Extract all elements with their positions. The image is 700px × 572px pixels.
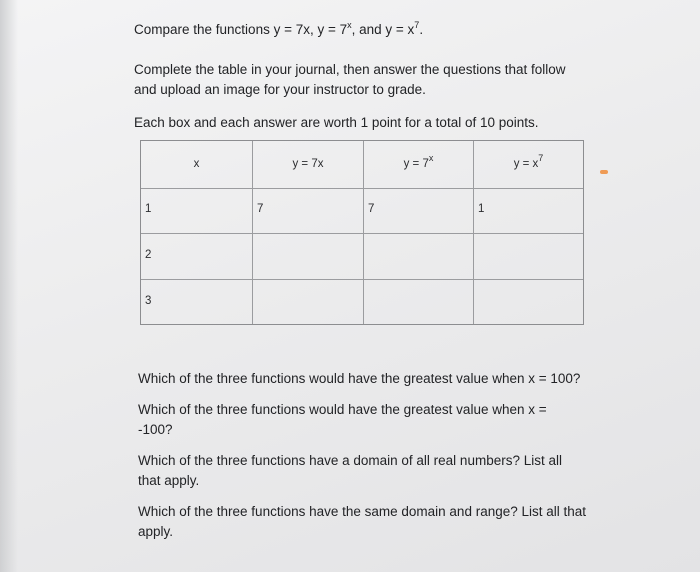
question-4: Which of the three functions have the same domain and range? List all that apply. (138, 504, 587, 539)
question-1: Which of the three functions would have the greatest value when x = 100? (138, 371, 581, 386)
cell-exponential[interactable] (364, 280, 474, 324)
cell-linear[interactable] (253, 234, 364, 279)
question-3: Which of the three functions have a domain of all real numbers? List all that apply. (138, 453, 562, 488)
photo-glare (600, 170, 608, 174)
question-2: Which of the three functions would have the greatest value when x = -100? (138, 402, 547, 437)
cell-power[interactable] (474, 234, 583, 279)
header-power: $y = x^7$ (513, 153, 544, 170)
cell-power[interactable]: 1 (478, 203, 485, 215)
cell-x[interactable]: 2 (141, 234, 253, 279)
cell-x[interactable]: 1 (141, 188, 253, 233)
instructions-paragraph (134, 60, 566, 100)
table-row (141, 280, 583, 324)
page-edge-shadow (0, 0, 18, 572)
cell-exponential[interactable]: 7 (364, 188, 474, 233)
table-row (141, 234, 583, 280)
function-table (140, 140, 584, 325)
cell-x[interactable]: 3 (141, 280, 253, 324)
header-x: x (141, 141, 253, 188)
intro-prompt: Compare the functions y = 7x, $y = 7^x$, and $y = x^7$. (134, 19, 424, 37)
cell-linear[interactable]: 7 (253, 188, 364, 233)
points-note: Each box and each answer are worth 1 point for a total of 10 points. (134, 115, 539, 130)
header-exponential: $y = 7^x$ (364, 141, 474, 188)
cell-power[interactable] (474, 280, 583, 324)
instructions-line-1: Complete the table in your journal, then answer the questions that follow (134, 62, 566, 77)
header-linear: y = 7x (253, 141, 364, 188)
instructions-line-2: and upload an image for your instructor to grade. (134, 82, 426, 97)
cell-linear[interactable] (253, 280, 364, 324)
table-row (141, 188, 583, 234)
table-header-row (141, 141, 583, 189)
cell-exponential[interactable] (364, 234, 474, 279)
